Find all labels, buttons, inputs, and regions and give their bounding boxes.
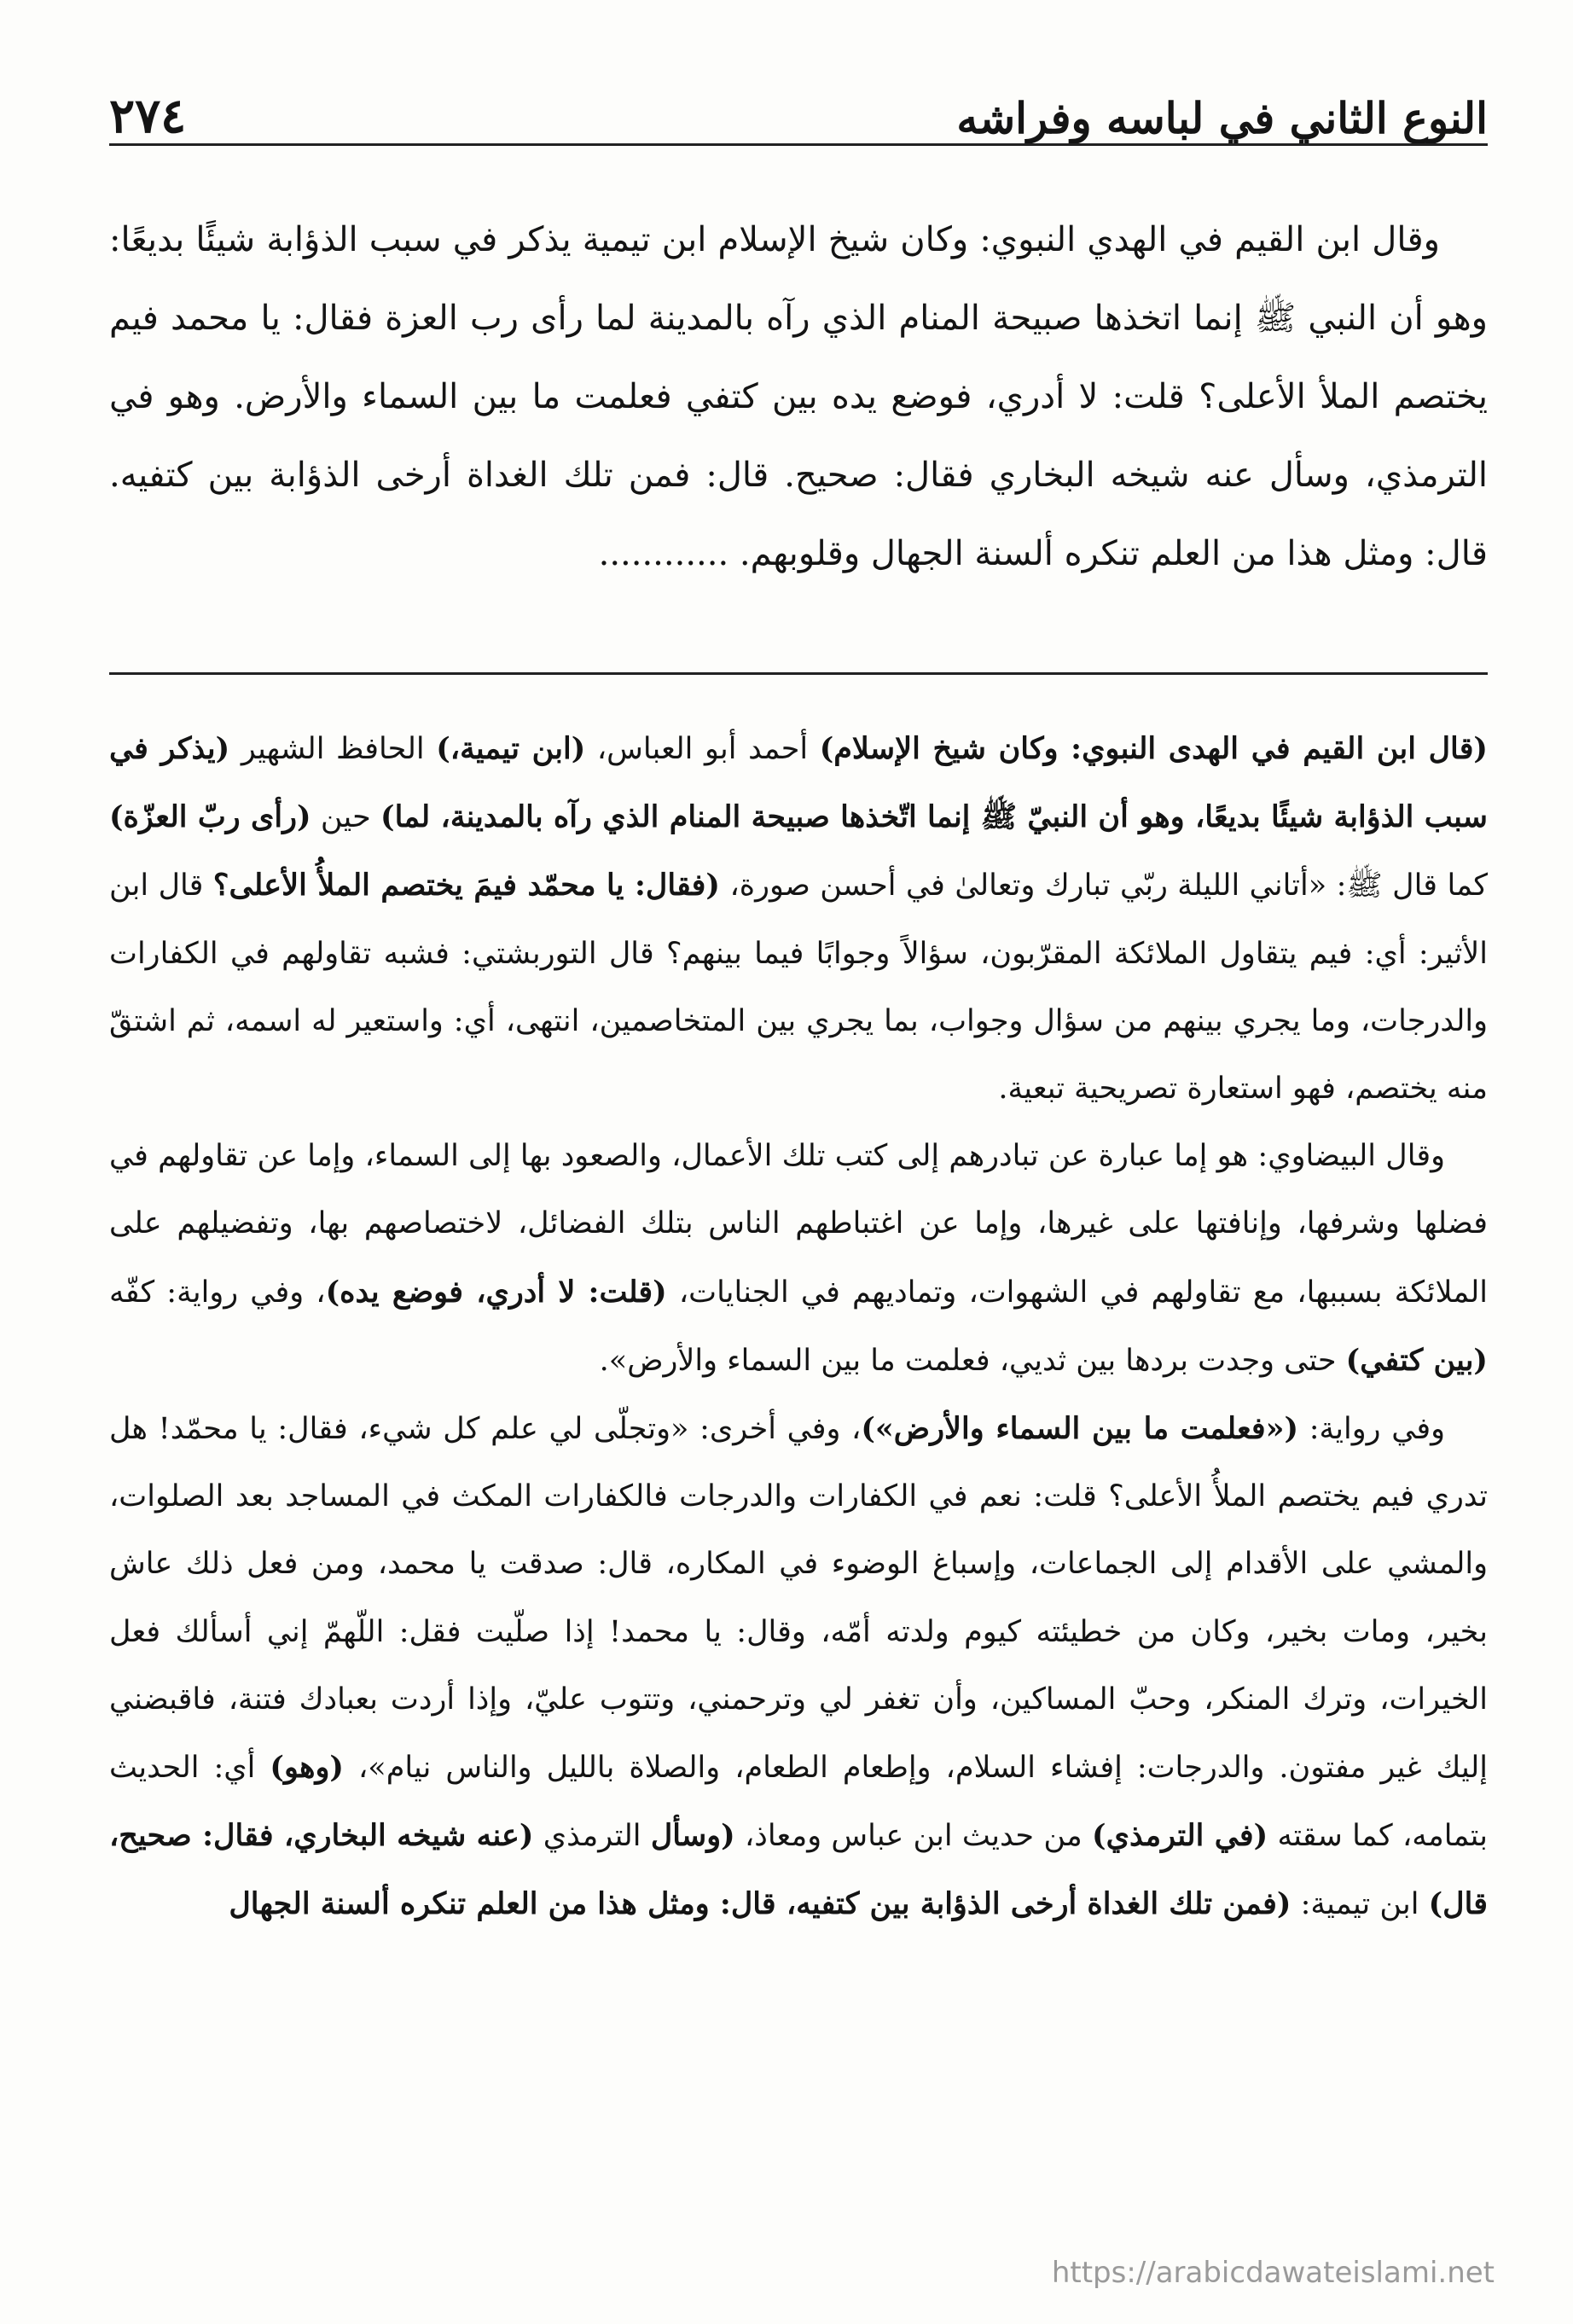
commentary-segment: (فمن تلك الغداة أرخى الذؤابة بين كتفيه، قال: ومثل هذا من العلم تنكره ألسنة الجهال [229, 1886, 1291, 1922]
commentary-segment: وقال البيضاوي: هو إما عبارة عن تبادرهم إلى كتب تلك الأعمال، والصعود بها إلى السماء، وإما عن تقاولهم في فضلها وشرفها، وإنافتها على غيرها، وإما عن اغتباطهم الناس بتلك الفضائل، لاختصاصهم بها، وتفضيلهم على الملائكة بسببها، مع تقاولهم في الشهوات، وتماديهم في الجنايات، [109, 1139, 1488, 1310]
main-text-body: وقال ابن القيم في الهدي النبوي: وكان شيخ الإسلام ابن تيمية يذكر في سبب الذؤابة شيئًا بديعًا: وهو أن النبي ﷺ إنما اتخذها صبيحة المنام الذي رآه بالمدينة لما رأى رب العزة فقال: يا محمد فيم يختصم الملأ الأعلى؟ قلت: لا أدري، فوضع يده بين كتفي فعلمت ما بين السماء والأرض. وهو في الترمذي، وسأل عنه شيخه البخاري فقال: صحيح. قال: فمن تلك الغداة أرخى الذؤابة بين كتفيه. قال: ومثل هذا من العلم تنكره ألسنة الجهال وقلوبهم. [109, 220, 1488, 573]
main-text [109, 200, 1488, 593]
watermark-url: https://arabicdawateislami.net [1051, 2256, 1495, 2290]
commentary-segment: حين [311, 800, 381, 835]
footnote-separator [109, 672, 1488, 675]
commentary-paragraph-1 [109, 715, 1488, 1123]
commentary-segment: (بين كتفي) [1345, 1342, 1488, 1378]
main-text-dots: ............ [598, 534, 729, 573]
main-text-paragraph [109, 200, 1488, 593]
commentary-segment: (وهو) [270, 1750, 344, 1786]
commentary-segment: (وسأل [650, 1818, 735, 1854]
commentary [109, 715, 1488, 1939]
commentary-segment: (يذكر في سبب الذؤابة شيئًا بديعًا، وهو أن النبيّ ﷺ إنما اتّخذها صبيحة المنام الذي رآه بالمدينة، لما) [109, 731, 1488, 835]
commentary-segment: الحافظ الشهير [229, 732, 437, 766]
commentary-segment: الترمذي [533, 1819, 651, 1854]
commentary-segment: ، وفي أخرى: «وتجلّى لي علم كل شيء، فقال: يا محمّد! هل تدري فيم يختصم الملأُ الأعلى؟ قلت: نعم في الكفارات والدرجات فالكفارات المكث في المساجد بعد الصلوات، والمشي على الأقدام إلى الجماعات، وإسباغ الوضوء في المكاره، قال: صدقت يا محمد، ومن فعل ذلك عاش بخير، ومات بخير، وكان من خطيئته كيوم ولدته أمّه، وقال: يا محمد! إذا صلّيت فقل: اللّهمّ إني أسألك فعل الخيرات، وترك المنكر، وحبّ المساكين، وأن تغفر لي وترحمني، وتتوب عليّ، وإذا أردت بعبادك فتنة، فاقبضني إليك غير مفتون. والدرجات: إفشاء السلام، وإطعام الطعام، والصلاة بالليل والناس نيام»، [109, 1412, 1488, 1786]
commentary-segment: من حديث ابن عباس ومعاذ، [734, 1819, 1093, 1854]
page-number: ٢٧٤ [109, 88, 187, 144]
header-rule [109, 143, 1488, 146]
commentary-segment: وفي رواية: [1298, 1412, 1445, 1447]
commentary-segment: (ابن تيمية،) [436, 731, 586, 766]
commentary-segment: ابن تيمية: [1291, 1887, 1429, 1922]
commentary-segment: قال ابن الأثير: أي: فيم يتقاول الملائكة المقرّبون، سؤالاً وجوابًا فيما بينهم؟ قال التوربشتي: فشبه تقاولهم في الكفارات والدرجات، وما يجري بينهم من سؤال وجواب، بما يجري بين المتخاصمين، انتهى، أي: واستعير له اسمه، ثم اشتقّ منه يختصم، فهو استعارة تصريحية تبعية. [109, 869, 1488, 1107]
commentary-paragraph-2 [109, 1123, 1488, 1395]
commentary-segment: (رأى ربّ العزّة) [109, 799, 311, 835]
commentary-segment: ، وفي رواية: كفّه [109, 1275, 326, 1310]
commentary-segment: (قال ابن القيم في الهدى النبوي: وكان شيخ الإسلام) [819, 731, 1488, 766]
commentary-segment: أي: الحديث بتمامه، كما سقته [109, 1751, 1488, 1854]
running-title: النوع الثاني في لباسه وفراشه [956, 93, 1488, 143]
commentary-segment: (قلت: لا أدري، فوضع يده) [325, 1274, 667, 1310]
commentary-paragraph-3 [109, 1395, 1488, 1939]
commentary-segment: حتى وجدت بردها بين ثديي، فعلمت ما بين السماء والأرض». [599, 1343, 1346, 1378]
commentary-segment: كما قال ﷺ: «أتاني الليلة ربّي تبارك وتعالىٰ في أحسن صورة، [719, 869, 1489, 903]
commentary-segment: أحمد أبو العباس، [585, 732, 820, 766]
commentary-segment: («فعلمت ما بين السماء والأرض») [861, 1411, 1299, 1447]
commentary-segment: (فقال: يا محمّد فيمَ يختصم الملأُ الأعلى؟ [212, 868, 720, 903]
commentary-segment: (في الترمذي) [1092, 1818, 1268, 1854]
page-header [109, 61, 1488, 144]
commentary-segment: (عنه شيخه البخاري، فقال: صحيح، قال) [109, 1818, 1488, 1922]
